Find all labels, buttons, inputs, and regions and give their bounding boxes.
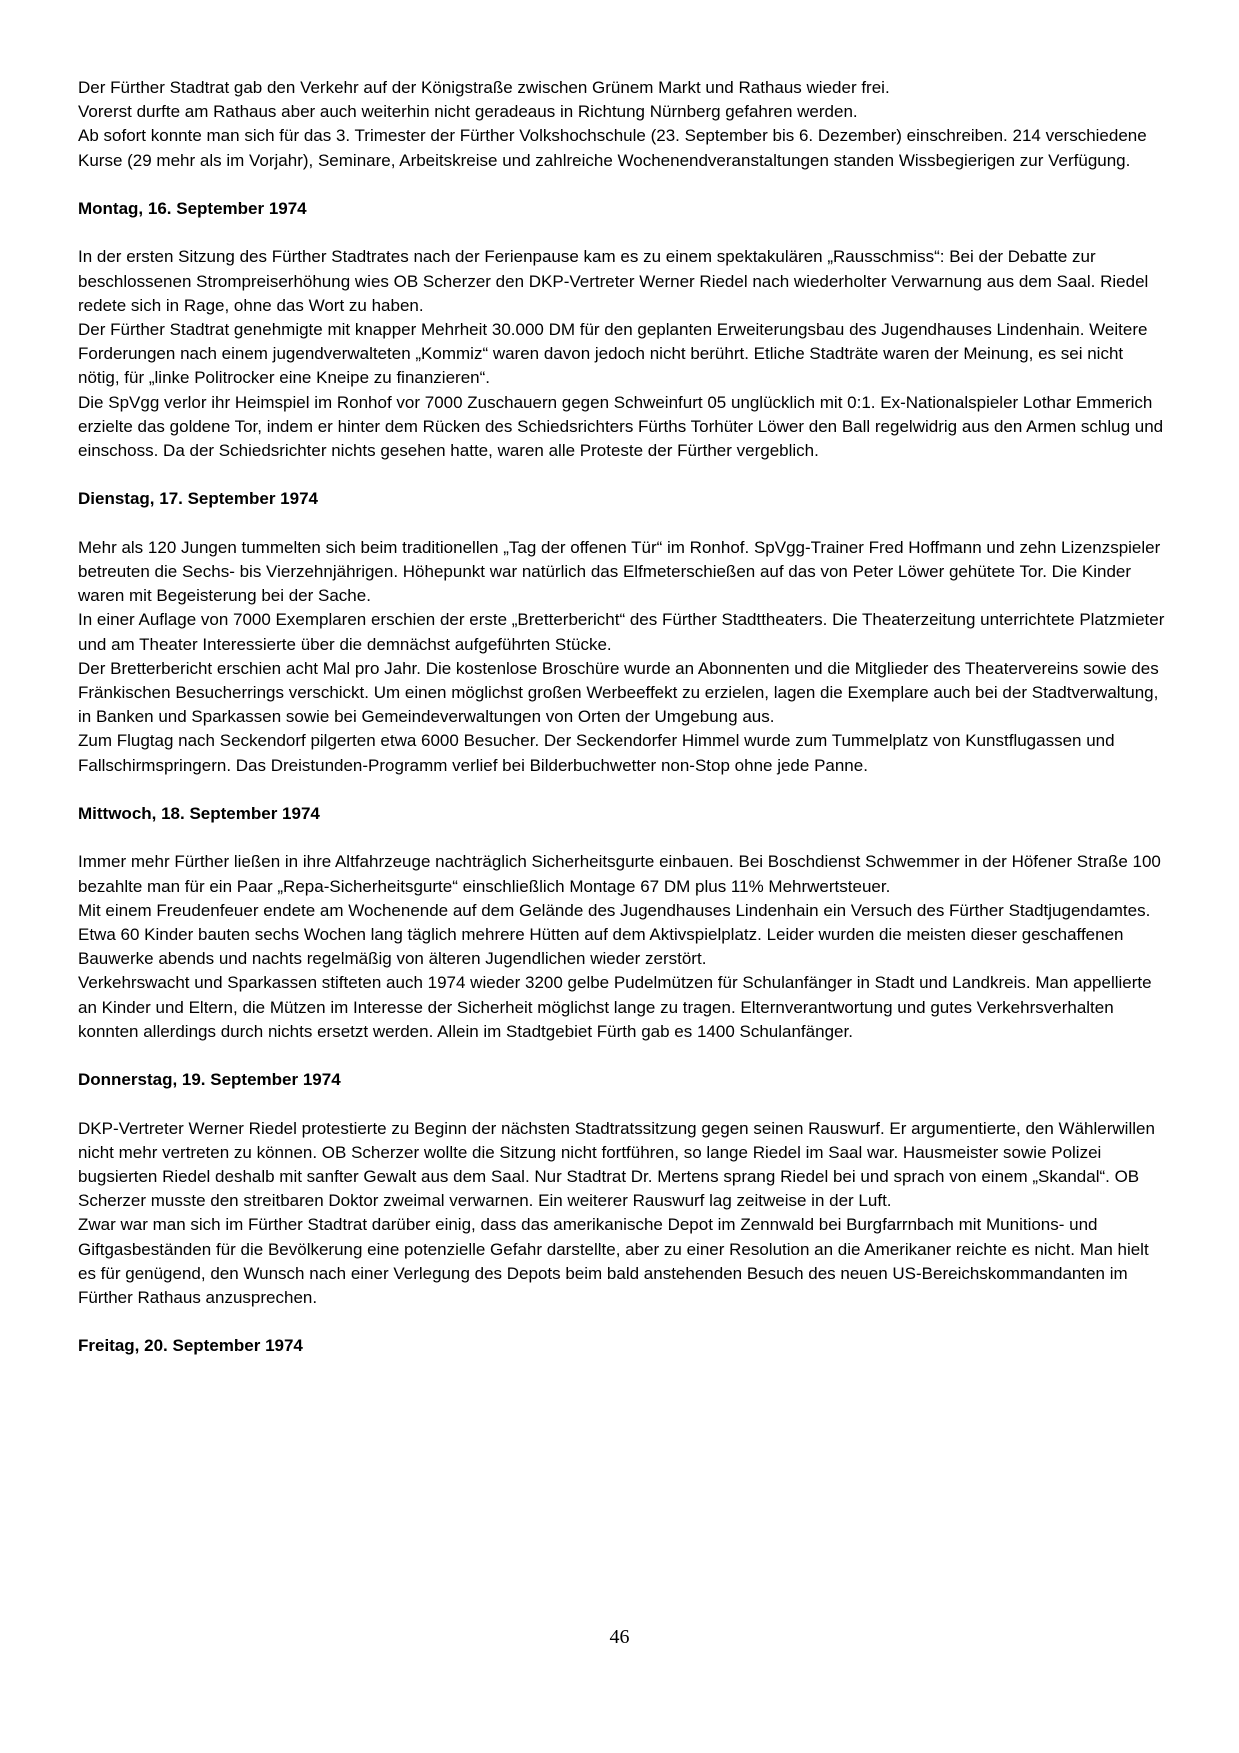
day-heading-donnerstag: Donnerstag, 19. September 1974 xyxy=(78,1070,341,1090)
section-montag xyxy=(78,197,1166,463)
section-freitag xyxy=(78,1334,1166,1358)
chronicle-item: In der ersten Sitzung des Fürther Stadtrates nach der Ferienpause kam es zu einem spektakulären „Rausschmiss“: Bei der Debatte zur beschlossenen Strompreiserhöhung wies OB Scherzer den DKP-Vertreter Werner Riedel nach wiederholter Verwarnung aus dem Saal. Riedel redete sich in Rage, ohne das Wort zu haben. xyxy=(78,247,1149,315)
chronicle-item: Der Bretterbericht erschien acht Mal pro Jahr. Die kostenlose Broschüre wurde an Abonnenten und die Mitglieder des Theatervereins sowie des Fränkischen Besucherrings verschickt. Um einen möglichst großen Werbeeffekt zu erzielen, lagen die Exemplare auch bei der Stadtverwaltung, in Banken und Sparkassen sowie bei Gemeindeverwaltungen von Orten der Umgebung aus. xyxy=(78,658,1159,727)
chronicle-text-block xyxy=(78,76,1166,1383)
chronicle-item: Die SpVgg verlor ihr Heimspiel im Ronhof vor 7000 Zuschauern gegen Schweinfurt 05 unglücklich mit 0:1. Ex-Nationalspieler Lothar Emmerich erzielte das goldene Tor, indem er hinter dem Rücken des Schiedsrichters Fürths Torhüter Löwer den Ball regelwidrig aus den Armen schlug und einschoss. Da der Schiedsrichter nichts gesehen hatte, waren alle Proteste der Fürther vergeblich. xyxy=(78,392,1164,461)
page-number: 46 xyxy=(609,1626,630,1648)
chronicle-item: Vorerst durfte am Rathaus aber auch weiterhin nicht geradeaus in Richtung Nürnberg gefahren werden. xyxy=(78,102,858,122)
section-donnerstag xyxy=(78,1068,1166,1310)
chronicle-item: In einer Auflage von 7000 Exemplaren erschien der erste „Bretterbericht“ des Fürther Stadttheaters. Die Theaterzeitung unterrichtete Platzmieter und am Theater Interessierte über die demnächst aufgeführten Stücke. xyxy=(78,610,1165,654)
chronicle-item: Der Fürther Stadtrat genehmigte mit knapper Mehrheit 30.000 DM für den geplanten Erweiterungsbau des Jugendhauses Lindenhain. Weitere Forderungen nach einem jugendverwalteten „Kommiz“ waren davon jedoch nicht berührt. Etliche Stadträte waren der Meinung, es sei nicht nötig, für „linke Politrocker eine Kneipe zu finanzieren“. xyxy=(78,320,1148,388)
day-heading-freitag: Freitag, 20. September 1974 xyxy=(78,1336,303,1356)
intro-paragraph-group xyxy=(78,76,1166,173)
day-heading-montag: Montag, 16. September 1974 xyxy=(78,199,307,218)
chronicle-item: Verkehrswacht und Sparkassen stifteten auch 1974 wieder 3200 gelbe Pudelmützen für Schulanfänger in Stadt und Landkreis. Man appellierte an Kinder und Eltern, die Mützen im Interesse der Sicherheit möglichst lange zu tragen. Elternverantwortung und gutes Verkehrsverhalten konnten allerdings durch nichts ersetzt werden. Allein im Stadtgebiet Fürth gab es 1400 Schulanfänger. xyxy=(78,973,1152,1041)
chronicle-item: Zum Flugtag nach Seckendorf pilgerten etwa 6000 Besucher. Der Seckendorfer Himmel wurde zum Tummelplatz von Kunstflugassen und Fallschirmspringern. Das Dreistunden-Programm verlief bei Bilderbuchwetter non-Stop ohne jede Panne. xyxy=(78,731,1115,775)
day-heading-mittwoch: Mittwoch, 18. September 1974 xyxy=(78,804,320,824)
chronicle-item: Ab sofort konnte man sich für das 3. Trimester der Fürther Volkshochschule (23. September bis 6. Dezember) einschreiben. 214 verschiedene Kurse (29 mehr als im Vorjahr), Seminare, Arbeitskreise und zahlreiche Wochenendveranstaltungen standen Wissbegierigen zur Verfügung. xyxy=(78,126,1147,170)
section-mittwoch xyxy=(78,802,1166,1044)
section-dienstag xyxy=(78,487,1166,777)
chronicle-item: Immer mehr Fürther ließen in ihre Altfahrzeuge nachträglich Sicherheitsgurte einbauen. Bei Boschdienst Schwemmer in der Höfener Straße 100 bezahlte man für ein Paar „Repa-Sicherheitsgurte“ einschließlich Montage 67 DM plus 11% Mehrwertsteuer. xyxy=(78,852,1161,896)
chronicle-item: Zwar war man sich im Fürther Stadtrat darüber einig, dass das amerikanische Depot im Zennwald bei Burgfarrnbach mit Munitions- und Giftgasbeständen für die Bevölkerung eine potenzielle Gefahr darstellte, aber zu einer Resolution an die Amerikaner reichte es nicht. Man hielt es für genügend, den Wunsch nach einer Verlegung des Depots beim bald anstehenden Besuch des neuen US-Bereichskommandanten im Fürther Rathaus anzusprechen. xyxy=(78,1215,1149,1308)
chronicle-item: Der Fürther Stadtrat gab den Verkehr auf der Königstraße zwischen Grünem Markt und Rathaus wieder frei. xyxy=(78,78,890,97)
chronicle-item: DKP-Vertreter Werner Riedel protestierte zu Beginn der nächsten Stadtratssitzung gegen seinen Rauswurf. Er argumentierte, den Wählerwillen nicht mehr vertreten zu können. OB Scherzer wollte die Sitzung nicht fortführen, so lange Riedel im Saal war. Hausmeister sowie Polizei bugsierten Riedel deshalb mit sanfter Gewalt aus dem Saal. Nur Stadtrat Dr. Mertens sprang Riedel bei und sprach von einem „Skandal“. OB Scherzer musste den streitbaren Doktor zweimal verwarnen. Ein weiterer Rauswurf lag zeitweise in der Luft. xyxy=(78,1118,1155,1211)
day-heading-dienstag: Dienstag, 17. September 1974 xyxy=(78,489,319,509)
chronicle-item: Mehr als 120 Jungen tummelten sich beim traditionellen „Tag der offenen Tür“ im Ronhof. SpVgg-Trainer Fred Hoffmann und zehn Lizenzspieler betreuten die Sechs- bis Vierzehnjährigen. Höhepunkt war natürlich das Elfmeterschießen auf das von Peter Löwer gehütete Tor. Die Kinder waren mit Begeisterung bei der Sache. xyxy=(78,537,1161,606)
chronicle-item: Mit einem Freudenfeuer endete am Wochenende auf dem Gelände des Jugendhauses Lindenhain ein Versuch des Fürther Stadtjugendamtes. Etwa 60 Kinder bauten sechs Wochen lang täglich mehrere Hütten auf dem Aktivspielplatz. Leider wurden die meisten dieser geschaffenen Bauwerke abends und nachts regelmäßig von älteren Jugendlichen wieder zerstört. xyxy=(78,900,1151,969)
